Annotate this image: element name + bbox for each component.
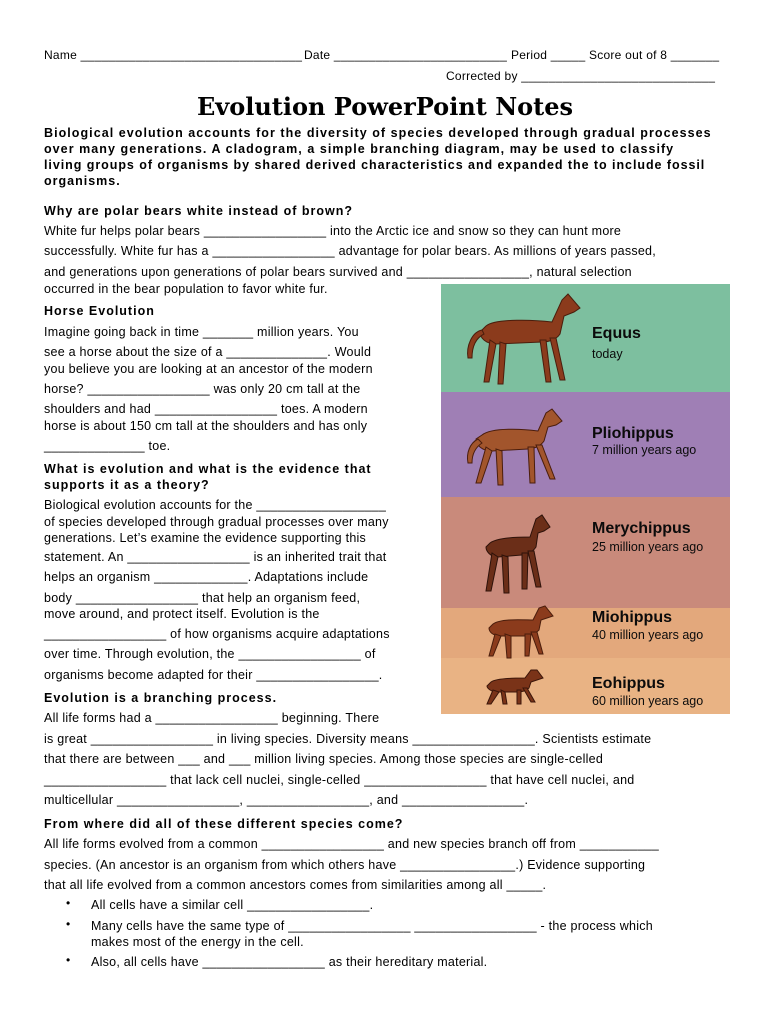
branching-line: is great _________________ in living species. Diversity means _________________. Scientists estimate [44,732,652,746]
bullet-marker: • [66,953,71,967]
polar-line: successfully. White fur has a _________________ advantage for polar bears. As millions of years passed, [44,244,656,258]
merychippus-age: 25 million years ago [592,540,704,554]
polar-line: White fur helps polar bears _________________ into the Arctic ice and snow so they can hunt more [44,224,622,238]
theory-line: over time. Through evolution, the _________________ of [44,647,376,661]
horse-evolution-heading: Horse Evolution [44,304,155,318]
horse-line: see a horse about the size of a ______________. Would [44,345,372,359]
score-field-label: Score out of 8 _______ [589,48,720,62]
species-bullet: Also, all cells have _________________ as their hereditary material. [91,955,488,969]
branching-heading: Evolution is a branching process. [44,691,278,705]
horse-line: horse? _________________ was only 20 cm tall at the [44,382,361,396]
species-bullet: makes most of the energy in the cell. [91,935,304,949]
miohippus-illustration [481,602,561,660]
species-line: that all life evolved from a common ancestors comes from similarities among all _____. [44,878,547,892]
bullet-marker: • [66,917,71,931]
page-title: Evolution PowerPoint Notes [196,92,574,121]
pliohippus-label: Pliohippus [592,425,674,442]
species-line: All life forms evolved from a common _________________ and new species branch off from ___________ [44,837,659,851]
species-bullet: All cells have a similar cell _________________. [91,898,374,912]
horse-line: Imagine going back in time _______ million years. You [44,325,359,339]
period-field-label: Period _____ [511,48,586,62]
theory-heading: What is evolution and what is the evidence that [44,462,372,476]
theory-line: statement. An _________________ is an inherited trait that [44,550,387,564]
theory-line: organisms become adapted for their _________________. [44,668,383,682]
horse-evolution-diagram [441,284,730,714]
intro-line: Biological evolution accounts for the diversity of species developed through gradual processes [44,126,712,140]
eohippus-label: Eohippus [592,675,665,692]
species-line: species. (An ancestor is an organism from which others have ________________.) Evidence supporting [44,858,646,872]
intro-line: living groups of organisms by shared derived characteristics and expanded the to include fossil [44,158,706,172]
merychippus-illustration [476,509,556,597]
species-bullet: Many cells have the same type of _________________ _________________ - the process which [91,919,653,933]
equus-horse-illustration [456,290,586,390]
merychippus-label: Merychippus [592,520,691,537]
polar-line: and generations upon generations of polar bears survived and _________________, natural selection [44,265,632,279]
bullet-marker: • [66,896,71,910]
theory-line: body _________________ that help an organism feed, [44,591,361,605]
horse-line: ______________ toe. [44,439,171,453]
polar-line: occurred in the bear population to favor white fur. [44,282,328,296]
theory-line: Biological evolution accounts for the __________________ [44,498,387,512]
equus-age: today [592,347,623,361]
theory-line: generations. Let’s examine the evidence supporting this [44,531,367,545]
polar-bear-heading: Why are polar bears white instead of brown? [44,204,354,218]
theory-line: of species developed through gradual processes over many [44,515,389,529]
species-heading: From where did all of these different species come? [44,817,404,831]
theory-line: helps an organism _____________. Adaptations include [44,570,369,584]
eohippus-age: 60 million years ago [592,694,704,708]
corrected-by-label: Corrected by ____________________________ [446,69,716,83]
horse-line: horse is about 150 cm tall at the shoulders and has only [44,419,368,433]
intro-line: organisms. [44,174,121,188]
name-field-label: Name ________________________________ [44,48,303,62]
date-field-label: Date _________________________ [304,48,508,62]
miohippus-label: Miohippus [592,609,672,626]
branching-line: multicellular _________________, _________________, and _________________. [44,793,529,807]
theory-line: _________________ of how organisms acquire adaptations [44,627,390,641]
theory-heading: supports it as a theory? [44,478,210,492]
theory-line: move around, and protect itself. Evolution is the [44,607,320,621]
intro-line: over many generations. A cladogram, a simple branching diagram, may be used to classify [44,142,675,156]
eohippus-illustration [481,666,551,706]
miohippus-age: 40 million years ago [592,628,704,642]
branching-line: _________________ that lack cell nuclei, single-celled _________________ that have cell nuclei, and [44,773,635,787]
branching-line: All life forms had a _________________ beginning. There [44,711,380,725]
horse-line: you believe you are looking at an ancestor of the modern [44,362,373,376]
pliohippus-age: 7 million years ago [592,443,697,457]
pliohippus-illustration [458,401,568,489]
horse-line: shoulders and had _________________ toes. A modern [44,402,368,416]
branching-line: that there are between ___ and ___ million living species. Among those species are single-celled [44,752,604,766]
equus-label: Equus [592,325,641,342]
